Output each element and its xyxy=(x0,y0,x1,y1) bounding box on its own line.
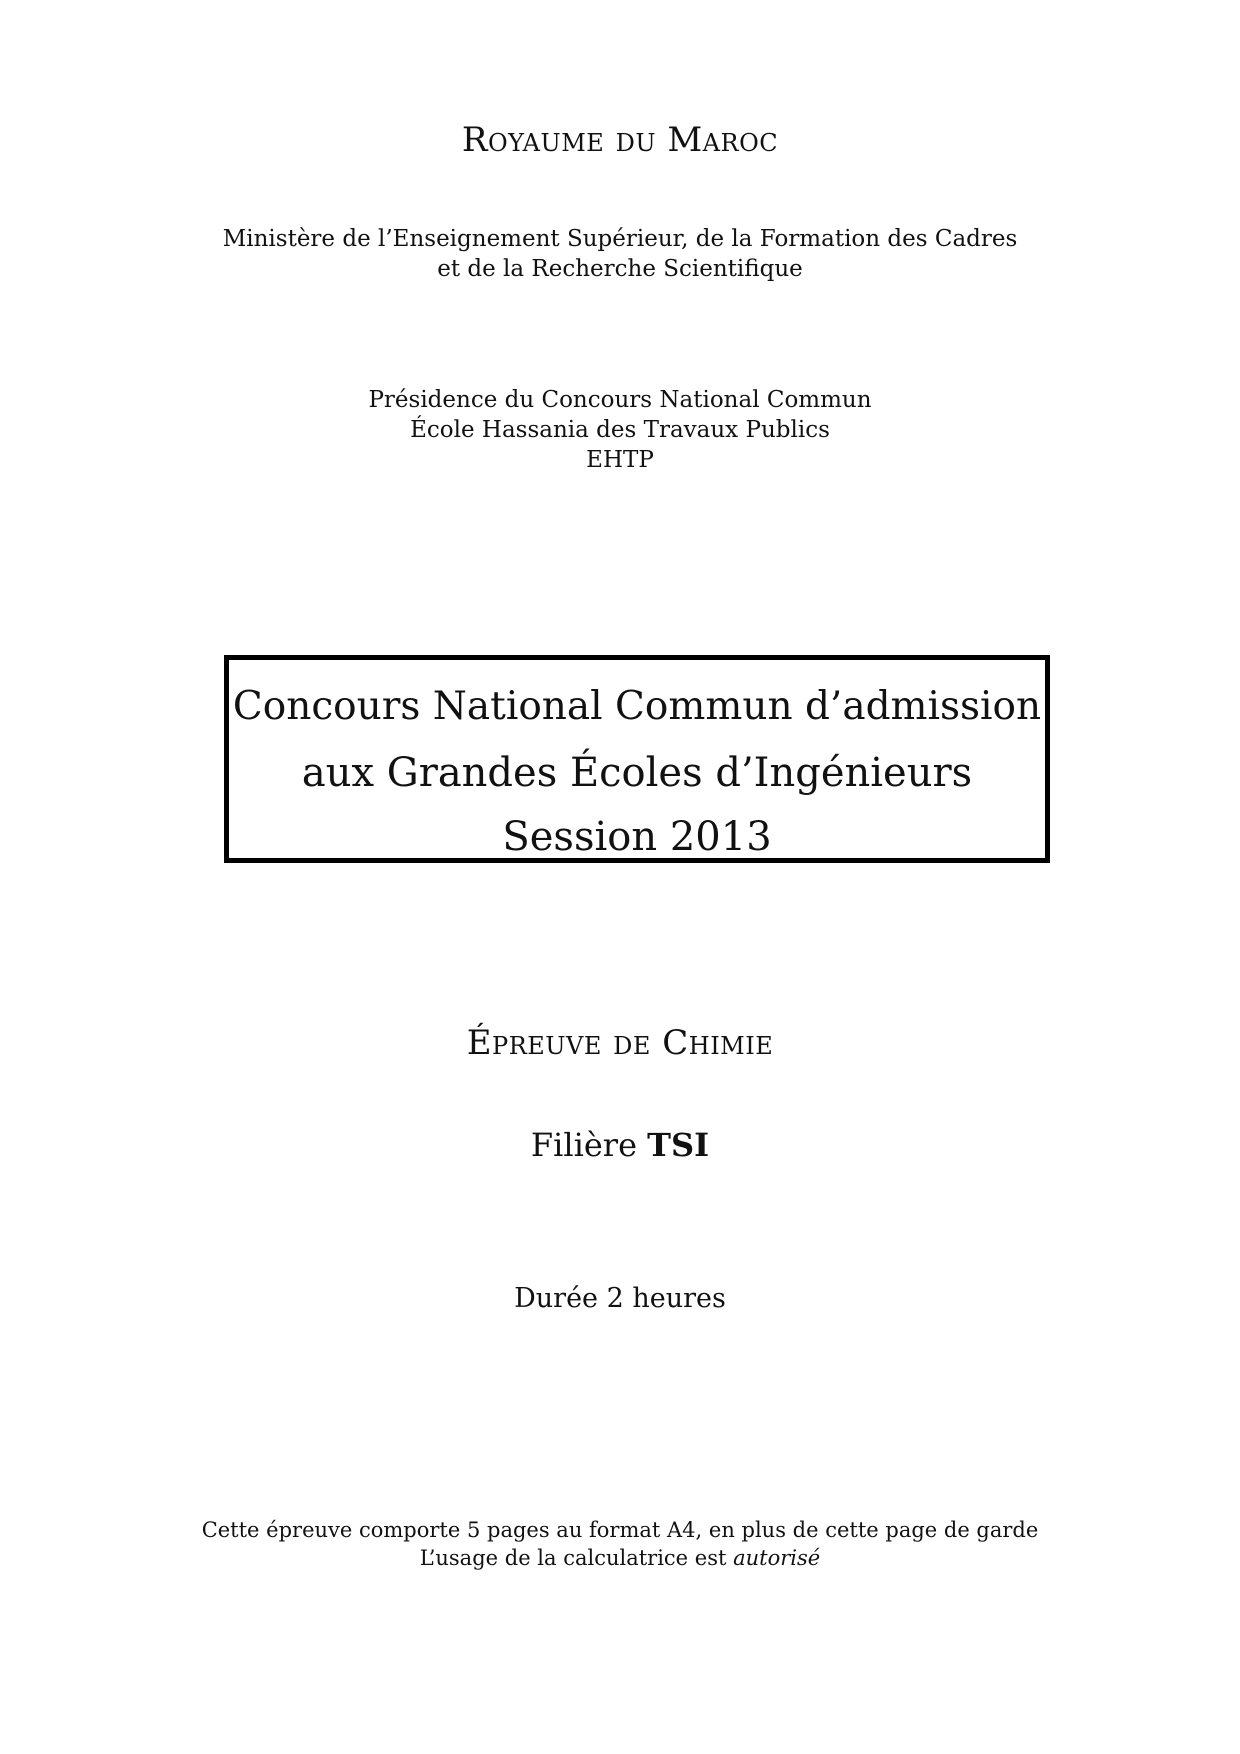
organizer-line-3: EHTP xyxy=(586,447,654,473)
title-line-2: aux Grandes Écoles d’Ingénieurs xyxy=(301,750,973,796)
ministry-line-2: et de la Recherche Scientifique xyxy=(437,256,803,282)
title-line-1: Concours National Commun d’admission xyxy=(232,684,1042,729)
footer-line-1: Cette épreuve comporte 5 pages au format A4, en plus de cette page de garde xyxy=(201,1518,1039,1542)
ministry-line-1: Ministère de l’Enseignement Supérieur, de la Formation des Cadres xyxy=(222,226,1018,252)
exam-track xyxy=(0,1126,1240,1164)
footer-line-2 xyxy=(0,1546,1240,1570)
exam-duration: Durée 2 heures xyxy=(514,1283,726,1314)
footer-line-2-prefix: L’usage de la calculatrice est xyxy=(419,1546,734,1570)
exam-subject: Épreuve de Chimie xyxy=(466,1023,774,1063)
country-heading: Royaume du Maroc xyxy=(461,120,779,160)
title-line-3: Session 2013 xyxy=(502,814,772,860)
organizer-line-2: École Hassania des Travaux Publics xyxy=(410,417,830,443)
organizer-line-1: Présidence du Concours National Commun xyxy=(368,387,872,413)
footer-line-2-emphasis: autorisé xyxy=(733,1546,821,1570)
title-box xyxy=(224,655,1050,863)
track-name: TSI xyxy=(647,1126,710,1164)
track-prefix: Filière xyxy=(530,1126,648,1164)
